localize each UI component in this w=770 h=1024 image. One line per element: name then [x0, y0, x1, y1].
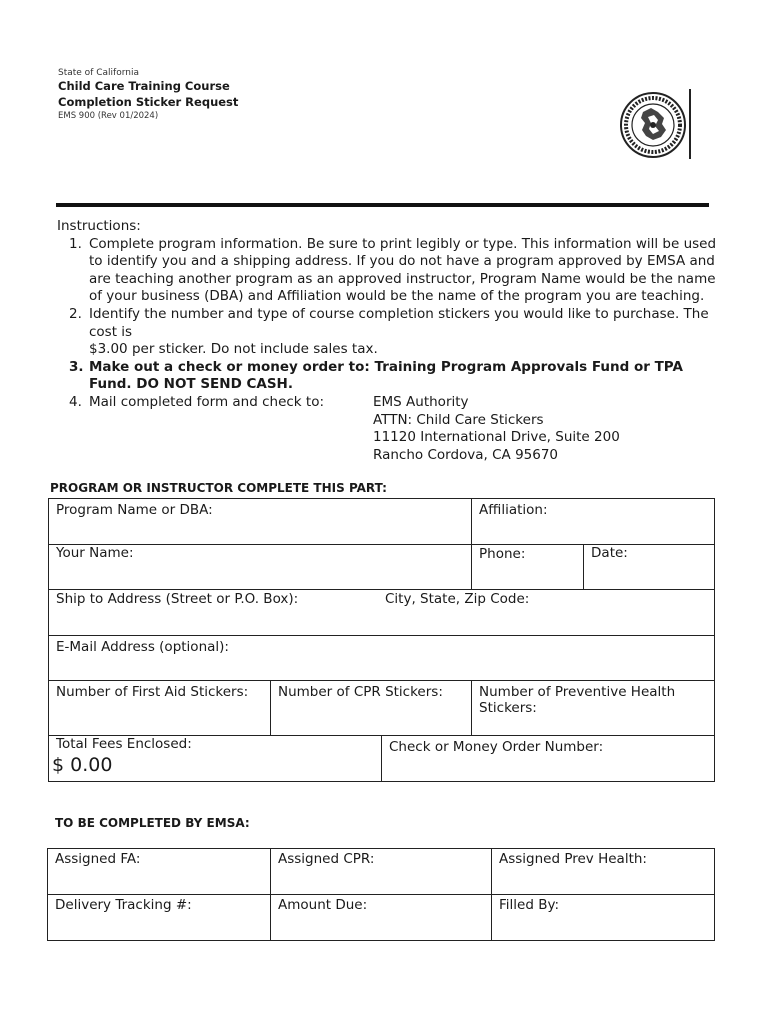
- filled-by-field[interactable]: Filled By:: [492, 895, 715, 941]
- seal-divider: [689, 89, 691, 159]
- form-title-line2: Completion Sticker Request: [58, 95, 239, 109]
- first-aid-stickers-field[interactable]: Number of First Aid Stickers:: [49, 681, 271, 736]
- delivery-tracking-field[interactable]: Delivery Tracking #:: [48, 895, 271, 941]
- emsa-seal-icon: [618, 90, 688, 160]
- assigned-cpr-field[interactable]: Assigned CPR:: [271, 849, 492, 895]
- total-fees-field[interactable]: [49, 736, 382, 782]
- state-label: State of California: [58, 68, 139, 78]
- section-program-title: PROGRAM OR INSTRUCTOR COMPLETE THIS PART:: [50, 481, 387, 495]
- form-title-line1: Child Care Training Course: [58, 79, 230, 93]
- assigned-prev-health-field[interactable]: Assigned Prev Health:: [492, 849, 715, 895]
- ship-address-row[interactable]: [49, 590, 715, 636]
- instructions: [57, 218, 717, 464]
- form-number: EMS 900 (Rev 01/2024): [58, 111, 159, 121]
- affiliation-field[interactable]: Affiliation:: [472, 499, 715, 545]
- mail-label: Mail completed form and check to:: [89, 393, 325, 410]
- instruction-1: 1. Complete program information. Be sure to print legibly or type. This information will be used to identify you and a shipping address. If you do not have a program approved by EMSA and are teaching another program as an approved instructor, Program Name would be the name of your business (DBA) and Affiliation would be the name of the program you are teaching.: [69, 235, 717, 305]
- total-fees-value: $ 0.00: [52, 754, 113, 776]
- instructions-heading: Instructions:: [57, 218, 141, 234]
- header-rule: [56, 203, 709, 207]
- instruction-2: 2. Identify the number and type of course completion stickers you would like to purchase. The cost is $3.00 per sticker. Do not include sales tax.: [69, 305, 709, 358]
- cpr-stickers-field[interactable]: Number of CPR Stickers:: [271, 681, 472, 736]
- instruction-3: 3. Make out a check or money order to: Training Program Approvals Fund or TPA Fund. DO NOT SEND CASH.: [69, 358, 683, 393]
- ship-address-label: Ship to Address (Street or P.O. Box):: [56, 591, 299, 607]
- program-name-field[interactable]: Program Name or DBA:: [49, 499, 472, 545]
- your-name-field[interactable]: Your Name:: [49, 545, 472, 590]
- section-emsa-title: TO BE COMPLETED BY EMSA:: [55, 816, 250, 830]
- instruction-4: 4. Mail completed form and check to: EMS Authority ATTN: Child Care Stickers 11120 International Drive, Suite 200 Rancho Cordova, CA 95670: [69, 393, 620, 463]
- amount-due-field[interactable]: Amount Due:: [271, 895, 492, 941]
- check-number-field[interactable]: Check or Money Order Number:: [382, 736, 715, 782]
- assigned-fa-field[interactable]: Assigned FA:: [48, 849, 271, 895]
- email-field[interactable]: E-Mail Address (optional):: [49, 636, 715, 681]
- total-fees-label: Total Fees Enclosed:: [56, 736, 192, 752]
- city-state-zip-label: City, State, Zip Code:: [385, 591, 530, 607]
- program-info-table: [48, 498, 715, 782]
- prev-health-stickers-field[interactable]: Number of Preventive Health Stickers:: [472, 681, 715, 736]
- emsa-table: [47, 848, 715, 941]
- form-header: [58, 68, 238, 121]
- date-field[interactable]: Date:: [584, 545, 715, 590]
- mail-address: EMS Authority ATTN: Child Care Stickers 11120 International Drive, Suite 200 Rancho Cordova, CA 95670: [373, 393, 620, 463]
- phone-field[interactable]: Phone:: [472, 545, 584, 590]
